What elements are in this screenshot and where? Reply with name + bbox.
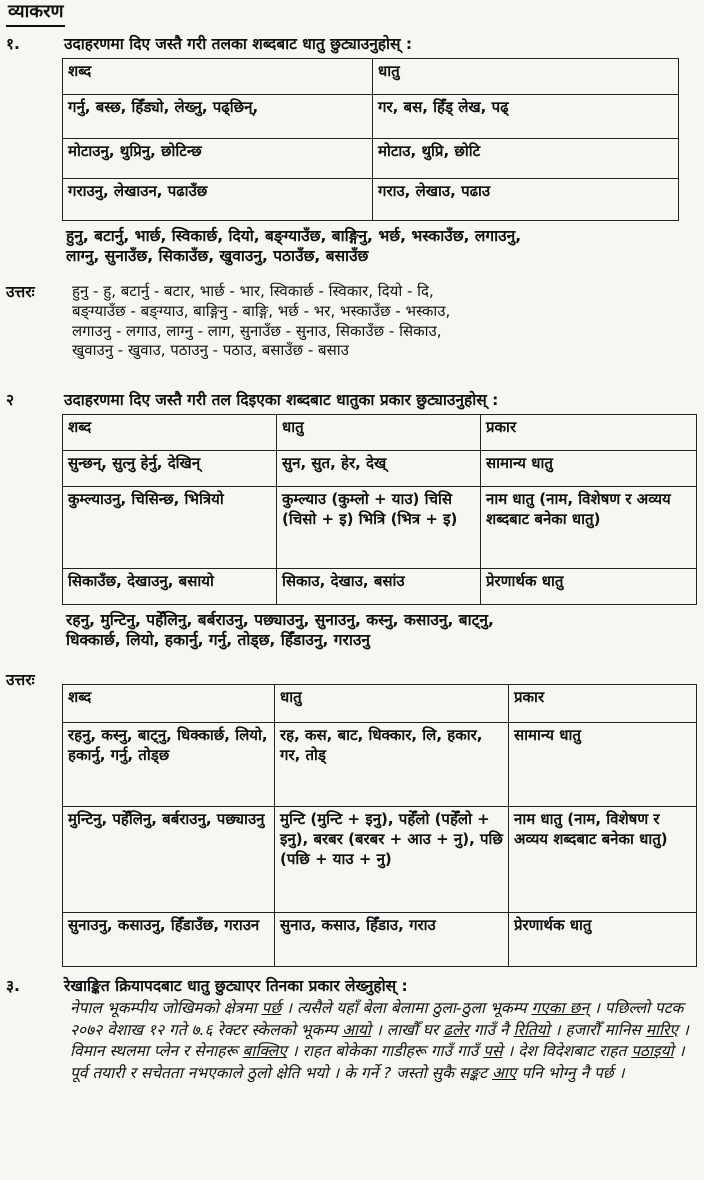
table-header-cell: शब्द — [63, 685, 275, 723]
paragraph-text: । विमान स्थलमा प्लेन र सेनाहरू — [70, 1020, 689, 1061]
paragraph-text: नेपाल भूकम्पीय जोखिमको क्षेत्रमा — [70, 999, 262, 1017]
table-header-cell: शब्द — [63, 59, 373, 95]
table-header-cell: धातु — [373, 59, 679, 95]
paragraph-text: । लाखौँ घर — [370, 1020, 444, 1039]
table-cell: कुम्ल्याउ (कुम्लो + याउ) चिसि (चिसो + इ) भित्रि (भित्र + इ) — [277, 487, 481, 569]
table-header-cell: धातु — [277, 415, 481, 451]
table-cell: सुन, सुत, हेर, देख् — [277, 451, 481, 487]
table-row — [63, 139, 679, 179]
question-3 — [6, 976, 408, 996]
answer-line: बङ्ग्याउँछ - बङ्ग्याउ, बाङ्गिनु - बाङ्गि, भर्छ - भर, भस्काउँछ - भस्काउ, — [72, 301, 451, 320]
question-3-prompt: रेखाङ्कित क्रियापदबाट धातु छुट्याएर तिनका प्रकार लेख्नुहोस् : — [64, 977, 408, 995]
table-cell: कुम्ल्याउनु, चिसिन्छ, भित्रियो — [63, 487, 277, 569]
answer-line: हुनु - हु, बटार्नु - बटार, भार्छ - भार, स्विकार्छ - स्विकार, दियो - दि, — [72, 282, 434, 300]
table-header-cell: प्रकार — [509, 685, 697, 723]
q2-word-list — [66, 610, 494, 651]
table-row — [63, 807, 697, 913]
paragraph-text: । देश विदेशबाट राहत — [502, 1042, 632, 1061]
question-2-number: २ — [6, 391, 15, 409]
table-header-cell: शब्द — [63, 415, 277, 451]
underlined-verb: गएका छन् — [531, 999, 590, 1017]
table-row — [63, 451, 697, 487]
underlined-verb: पठाइयो — [631, 1042, 674, 1061]
table-cell: मुन्टिनु, पहेँलिनु, बर्बराउनु, पछ्याउनु — [63, 807, 275, 913]
table-cell: सुन्छन्, सुत्नु हेर्नु, देखिन् — [63, 451, 277, 487]
table-header-cell: धातु — [275, 685, 509, 723]
table-cell: मुन्टि (मुन्टि + इनु), पहेँलो (पहेँलो + इनु), बरबर (बरबर + आउ + नु), पछि (पछि + याउ + नु) — [275, 807, 509, 913]
table-header-cell: प्रकार — [481, 415, 697, 451]
q2-answer-table — [62, 684, 697, 967]
table-row — [63, 569, 697, 605]
question-2 — [6, 390, 498, 410]
table-cell: सामान्य धातु — [481, 451, 697, 487]
table-cell: सिकाउ, देखाउ, बसांउ — [277, 569, 481, 605]
q2-table — [62, 414, 697, 605]
question-1-number: १. — [6, 35, 20, 53]
word-list-line: धिक्कार्छ, लियो, हकार्नु, गर्नु, तोड्छ, हिँडाउनु, गराउनु — [66, 631, 370, 650]
underlined-verb: मारिए — [645, 1020, 678, 1039]
word-list-line: हुनु, बटार्नु, भार्छ, स्विकार्छ, दियो, बङ्ग्याउँछ, बाङ्गिनु, भर्छ, भस्काउँछ, लगाउनु, — [66, 227, 522, 245]
table-cell: नाम धातु (नाम, विशेषण र अव्यय शब्दबाट बनेका धातु) — [481, 487, 697, 569]
q1-answer-label: उत्तरः — [6, 283, 35, 301]
table-cell: गर्नु, बस्छ, हिँड्यो, लेख्नु, पढ्छिन्, — [63, 95, 373, 139]
table-cell: प्रेरणार्थक धातु — [509, 913, 697, 967]
table-cell: प्रेरणार्थक धातु — [481, 569, 697, 605]
paragraph-text: गाउँ नै — [468, 1020, 514, 1039]
q2-answer-label: उत्तरः — [6, 671, 35, 689]
q3-paragraph — [70, 998, 700, 1085]
table-row — [63, 723, 697, 807]
table-cell: मोटाउनु, थुप्रिनु, छोटिन्छ — [63, 139, 373, 179]
question-1 — [6, 34, 412, 54]
paragraph-text: । त्यसैले यहाँ बेला बेलामा ठुला-ठुला भूकम्प — [281, 999, 532, 1017]
section-heading: व्याकरण — [6, 0, 65, 27]
table-cell: रहनु, कस्नु, बाट्नु, धिक्कार्छ, लियो, हकार्नु, गर्नु, तोड्छ — [63, 723, 275, 807]
answer-line: खुवाउनु - खुवाउ, पठाउनु - पठाउ, बसाउँछ - बसाउ — [72, 341, 349, 360]
q1-word-list — [66, 226, 521, 267]
underlined-verb: पर्छ — [261, 999, 282, 1017]
q1-table — [62, 58, 679, 221]
table-header-row — [63, 59, 679, 95]
answer-line: लगाउनु - लगाउ, लाग्नु - लाग, सुनाउँछ - सुनाउ, सिकाउँछ - सिकाउ, — [72, 321, 442, 340]
table-row — [63, 179, 679, 221]
question-1-prompt: उदाहरणमा दिए जस्तै गरी तलका शब्दबाट धातु छुट्याउनुहोस् : — [64, 35, 413, 53]
paragraph-text: । पछिल्लो पटक २०७२ वेशाख १२ गते ७.६ रेक्टर स्केलको भूकम्प — [70, 999, 684, 1039]
table-cell: गराउनु, लेखाउन, पढाउँछ — [63, 179, 373, 221]
table-row — [63, 95, 679, 139]
underlined-verb: बाक्लिए — [242, 1042, 287, 1061]
table-cell: रह, कस, बाट, धिक्कार, लि, हकार, गर, तोड् — [275, 723, 509, 807]
word-list-line: रहनु, मुन्टिनु, पहेँलिनु, बर्बराउनु, पछ्याउनु, सुनाउनु, कस्नु, कसाउनु, बाट्नु, — [66, 611, 494, 629]
paragraph-text: । पूर्व तयारी र सचेतता नभएकाले ठुलो क्षेति भयो । के गर्ने ? जस्तो सुकै सङ्कट — [70, 1042, 685, 1083]
question-3-number: ३. — [6, 977, 20, 995]
word-list-line: लाग्नु, सुनाउँछ, सिकाउँछ, खुवाउनु, पठाउँछ, बसाउँछ — [66, 247, 369, 266]
table-cell: सिकाउँछ, देखाउनु, बसायो — [63, 569, 277, 605]
table-cell: गराउ, लेखाउ, पढाउ — [373, 179, 679, 221]
underlined-verb: ढलेर — [443, 1020, 469, 1039]
paragraph-text: । हजारौँ मानिस — [549, 1020, 646, 1039]
q1-answer-text — [72, 282, 698, 361]
underlined-verb: आयो — [342, 1020, 371, 1039]
table-header-row — [63, 685, 697, 723]
paragraph-text: पनि भोग्नु नै पर्छ । — [516, 1064, 625, 1083]
table-cell: मोटाउ, थुप्रि, छोटि — [373, 139, 679, 179]
table-cell: सुनाउ, कसाउ, हिँडाउ, गराउ — [275, 913, 509, 967]
paragraph-text: । राहत बोकेका गाडीहरू गाउँ गाउँ — [286, 1042, 484, 1061]
underlined-verb: पसे — [483, 1042, 503, 1061]
question-2-prompt: उदाहरणमा दिए जस्तै गरी तल दिइएका शब्दबाट धातुका प्रकार छुट्याउनुहोस् : — [64, 391, 499, 409]
underlined-verb: आए — [491, 1064, 517, 1083]
table-row — [63, 487, 697, 569]
table-cell: सामान्य धातु — [509, 723, 697, 807]
table-cell: गर, बस, हिँड् लेख, पढ् — [373, 95, 679, 139]
underlined-verb: रितियो — [513, 1020, 550, 1039]
table-row — [63, 913, 697, 967]
table-cell: नाम धातु (नाम, विशेषण र अव्यय शब्दबाट बनेका धातु) — [509, 807, 697, 913]
table-cell: सुनाउनु, कसाउनु, हिँडाउँछ, गराउन — [63, 913, 275, 967]
table-header-row — [63, 415, 697, 451]
